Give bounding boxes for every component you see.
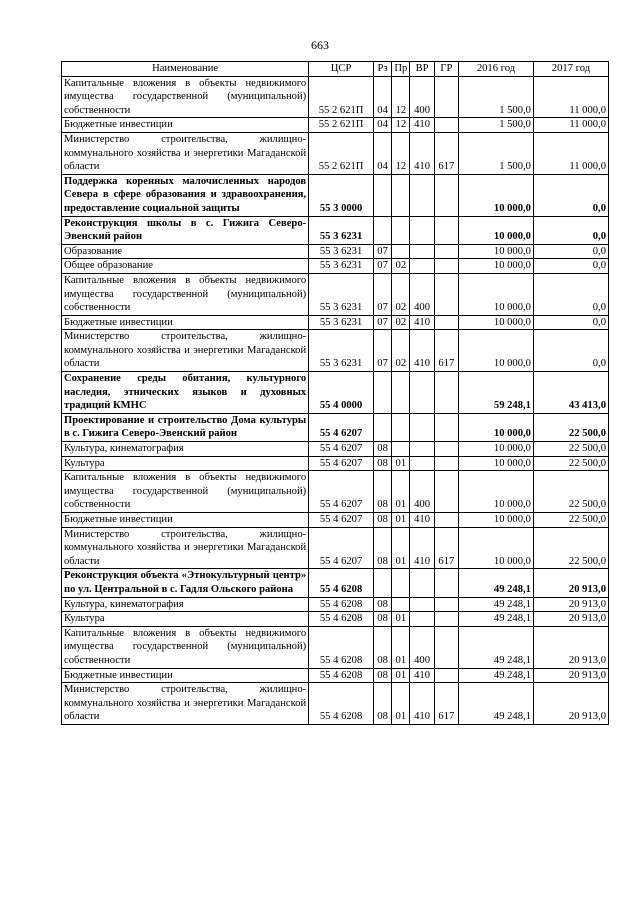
- row-gr: [434, 612, 458, 627]
- row-vr: [410, 244, 434, 259]
- table-row: [62, 569, 609, 597]
- table-row: [62, 413, 609, 441]
- row-pr: [392, 174, 410, 216]
- row-amount-2017: 11 000,0: [533, 118, 608, 133]
- row-vr: [410, 413, 434, 441]
- row-vr: 410: [410, 315, 434, 330]
- row-name: Министерство строительства, жилищно-коммунального хозяйства и энергетики Магаданской области: [62, 527, 309, 569]
- row-name: Капитальные вложения в объекты недвижимого имущества государственной (муниципальной) собственности: [62, 471, 309, 513]
- table-row: [62, 118, 609, 133]
- row-vr: 410: [410, 118, 434, 133]
- row-gr: 617: [434, 527, 458, 569]
- row-name: Образование: [62, 244, 309, 259]
- row-amount-2017: 0,0: [533, 216, 608, 244]
- row-rz: [373, 174, 391, 216]
- row-vr: 410: [410, 683, 434, 725]
- row-vr: 410: [410, 513, 434, 528]
- row-amount-2016: 10 000,0: [459, 330, 534, 372]
- table-row: [62, 174, 609, 216]
- header-rz: Рз: [373, 62, 391, 77]
- page-number: 663: [311, 38, 329, 52]
- row-pr: 01: [392, 456, 410, 471]
- row-amount-2016: 10 000,0: [459, 471, 534, 513]
- row-rz: 07: [373, 259, 391, 274]
- row-vr: [410, 597, 434, 612]
- row-amount-2016: 49 248,1: [459, 668, 534, 683]
- row-csr: 55 3 6231: [309, 216, 374, 244]
- row-csr: 55 3 6231: [309, 259, 374, 274]
- row-csr: 55 3 6231: [309, 244, 374, 259]
- row-csr: 55 2 621П: [309, 76, 374, 118]
- row-amount-2016: 10 000,0: [459, 456, 534, 471]
- row-rz: [373, 216, 391, 244]
- row-name: Реконструкция объекта «Этнокультурный центр» по ул. Центральной в с. Гадля Ольского района: [62, 569, 309, 597]
- table-body: [62, 76, 609, 724]
- row-rz: 04: [373, 76, 391, 118]
- row-gr: [434, 569, 458, 597]
- row-rz: 08: [373, 442, 391, 457]
- table-row: [62, 372, 609, 414]
- row-name: Бюджетные инвестиции: [62, 315, 309, 330]
- table-row: [62, 442, 609, 457]
- row-vr: [410, 456, 434, 471]
- table-row: [62, 513, 609, 528]
- row-amount-2017: 20 913,0: [533, 597, 608, 612]
- row-pr: 02: [392, 273, 410, 315]
- row-amount-2017: 20 913,0: [533, 626, 608, 668]
- row-csr: 55 4 6208: [309, 612, 374, 627]
- row-rz: [373, 413, 391, 441]
- row-rz: 08: [373, 597, 391, 612]
- row-vr: 410: [410, 132, 434, 174]
- row-name: Реконструкция школы в с. Гижига Северо-Эвенский район: [62, 216, 309, 244]
- row-gr: [434, 244, 458, 259]
- row-amount-2017: 20 913,0: [533, 612, 608, 627]
- row-amount-2016: 10 000,0: [459, 527, 534, 569]
- row-amount-2016: 10 000,0: [459, 174, 534, 216]
- row-gr: [434, 216, 458, 244]
- row-amount-2017: 0,0: [533, 244, 608, 259]
- row-csr: 55 4 0000: [309, 372, 374, 414]
- table-row: [62, 612, 609, 627]
- row-amount-2016: 49 248,1: [459, 612, 534, 627]
- header-2017: 2017 год: [533, 62, 608, 77]
- table-row: [62, 273, 609, 315]
- row-csr: 55 4 6208: [309, 683, 374, 725]
- row-amount-2016: 10 000,0: [459, 216, 534, 244]
- row-vr: [410, 216, 434, 244]
- row-rz: 08: [373, 471, 391, 513]
- row-name: Министерство строительства, жилищно-коммунального хозяйства и энергетики Магаданской области: [62, 330, 309, 372]
- row-rz: 04: [373, 132, 391, 174]
- row-name: Министерство строительства, жилищно-коммунального хозяйства и энергетики Магаданской области: [62, 683, 309, 725]
- row-amount-2017: 22 500,0: [533, 513, 608, 528]
- row-vr: [410, 569, 434, 597]
- row-pr: 02: [392, 330, 410, 372]
- row-amount-2017: 0,0: [533, 315, 608, 330]
- table-row: [62, 668, 609, 683]
- row-gr: [434, 273, 458, 315]
- row-name: Капитальные вложения в объекты недвижимого имущества государственной (муниципальной) собственности: [62, 626, 309, 668]
- row-rz: 04: [373, 118, 391, 133]
- row-csr: 55 3 0000: [309, 174, 374, 216]
- row-gr: [434, 513, 458, 528]
- row-csr: 55 4 6207: [309, 513, 374, 528]
- table-row: [62, 244, 609, 259]
- row-gr: 617: [434, 330, 458, 372]
- row-vr: 400: [410, 626, 434, 668]
- row-vr: [410, 174, 434, 216]
- row-amount-2017: 22 500,0: [533, 527, 608, 569]
- row-amount-2017: 11 000,0: [533, 76, 608, 118]
- row-gr: [434, 118, 458, 133]
- row-name: Поддержка коренных малочисленных народов Севера в сфере образования и здравоохранения, предоставление социальной защиты: [62, 174, 309, 216]
- row-amount-2016: 59 248,1: [459, 372, 534, 414]
- row-csr: 55 4 6207: [309, 527, 374, 569]
- row-pr: [392, 216, 410, 244]
- row-amount-2017: 0,0: [533, 273, 608, 315]
- row-gr: [434, 315, 458, 330]
- row-gr: [434, 626, 458, 668]
- row-pr: 01: [392, 513, 410, 528]
- row-amount-2017: 0,0: [533, 259, 608, 274]
- row-csr: 55 4 6208: [309, 626, 374, 668]
- row-pr: [392, 413, 410, 441]
- row-csr: 55 3 6231: [309, 315, 374, 330]
- table-row: [62, 626, 609, 668]
- row-pr: 02: [392, 315, 410, 330]
- row-amount-2016: 10 000,0: [459, 315, 534, 330]
- row-amount-2017: 43 413,0: [533, 372, 608, 414]
- row-amount-2016: 49 248,1: [459, 683, 534, 725]
- row-name: Культура, кинематография: [62, 442, 309, 457]
- row-amount-2017: 22 500,0: [533, 442, 608, 457]
- row-name: Бюджетные инвестиции: [62, 668, 309, 683]
- row-pr: 12: [392, 76, 410, 118]
- table-row: [62, 471, 609, 513]
- header-pr: Пр: [392, 62, 410, 77]
- row-amount-2016: 1 500,0: [459, 76, 534, 118]
- row-vr: [410, 612, 434, 627]
- row-pr: 12: [392, 118, 410, 133]
- row-rz: 07: [373, 244, 391, 259]
- row-amount-2016: 1 500,0: [459, 132, 534, 174]
- row-csr: 55 4 6208: [309, 597, 374, 612]
- row-gr: [434, 372, 458, 414]
- row-pr: [392, 442, 410, 457]
- row-vr: 400: [410, 273, 434, 315]
- table-header-row: [62, 62, 609, 77]
- row-name: Бюджетные инвестиции: [62, 513, 309, 528]
- row-name: Культура: [62, 612, 309, 627]
- row-vr: [410, 442, 434, 457]
- header-name: Наименование: [62, 62, 309, 77]
- row-rz: 08: [373, 626, 391, 668]
- table-row: [62, 315, 609, 330]
- row-gr: [434, 456, 458, 471]
- row-amount-2016: 10 000,0: [459, 259, 534, 274]
- row-csr: 55 4 6207: [309, 456, 374, 471]
- row-amount-2016: 10 000,0: [459, 513, 534, 528]
- row-rz: 08: [373, 668, 391, 683]
- row-gr: [434, 413, 458, 441]
- row-amount-2016: 1 500,0: [459, 118, 534, 133]
- row-vr: [410, 259, 434, 274]
- row-rz: [373, 372, 391, 414]
- row-name: Культура: [62, 456, 309, 471]
- row-amount-2017: 22 500,0: [533, 456, 608, 471]
- table-row: [62, 597, 609, 612]
- row-vr: 410: [410, 668, 434, 683]
- row-pr: 01: [392, 626, 410, 668]
- table-row: [62, 330, 609, 372]
- row-rz: 07: [373, 330, 391, 372]
- row-csr: 55 3 6231: [309, 273, 374, 315]
- row-gr: 617: [434, 132, 458, 174]
- row-rz: 08: [373, 527, 391, 569]
- row-csr: 55 4 6208: [309, 668, 374, 683]
- row-amount-2016: 10 000,0: [459, 442, 534, 457]
- row-amount-2016: 49 248,1: [459, 597, 534, 612]
- row-pr: 02: [392, 259, 410, 274]
- row-gr: 617: [434, 683, 458, 725]
- row-gr: [434, 597, 458, 612]
- row-rz: 07: [373, 273, 391, 315]
- row-pr: [392, 372, 410, 414]
- table-row: [62, 76, 609, 118]
- row-rz: 08: [373, 513, 391, 528]
- row-vr: 410: [410, 527, 434, 569]
- header-2016: 2016 год: [459, 62, 534, 77]
- row-pr: [392, 244, 410, 259]
- header-csr: ЦСР: [309, 62, 374, 77]
- row-rz: 08: [373, 683, 391, 725]
- row-rz: 07: [373, 315, 391, 330]
- row-amount-2017: 20 913,0: [533, 668, 608, 683]
- table-row: [62, 216, 609, 244]
- table-row: [62, 527, 609, 569]
- row-rz: 08: [373, 612, 391, 627]
- row-csr: 55 3 6231: [309, 330, 374, 372]
- row-name: Общее образование: [62, 259, 309, 274]
- table-row: [62, 259, 609, 274]
- row-pr: [392, 569, 410, 597]
- row-amount-2017: 20 913,0: [533, 683, 608, 725]
- row-pr: 01: [392, 683, 410, 725]
- row-csr: 55 4 6207: [309, 413, 374, 441]
- row-name: Культура, кинематография: [62, 597, 309, 612]
- row-rz: [373, 569, 391, 597]
- row-amount-2017: 22 500,0: [533, 413, 608, 441]
- row-amount-2016: 10 000,0: [459, 413, 534, 441]
- row-amount-2016: 49 248,1: [459, 569, 534, 597]
- row-pr: 01: [392, 668, 410, 683]
- header-vr: ВР: [410, 62, 434, 77]
- budget-table: [61, 61, 609, 725]
- table-row: [62, 132, 609, 174]
- row-amount-2017: 0,0: [533, 174, 608, 216]
- row-vr: 400: [410, 76, 434, 118]
- table-row: [62, 683, 609, 725]
- row-rz: 08: [373, 456, 391, 471]
- row-pr: 01: [392, 471, 410, 513]
- row-csr: 55 2 621П: [309, 132, 374, 174]
- row-name: Капитальные вложения в объекты недвижимого имущества государственной (муниципальной) собственности: [62, 273, 309, 315]
- header-gr: ГР: [434, 62, 458, 77]
- row-name: Капитальные вложения в объекты недвижимого имущества государственной (муниципальной) собственности: [62, 76, 309, 118]
- row-name: Министерство строительства, жилищно-коммунального хозяйства и энергетики Магаданской области: [62, 132, 309, 174]
- row-amount-2017: 11 000,0: [533, 132, 608, 174]
- row-name: Бюджетные инвестиции: [62, 118, 309, 133]
- row-name: Проектирование и строительство Дома культуры в с. Гижига Северо-Эвенский район: [62, 413, 309, 441]
- row-gr: [434, 471, 458, 513]
- row-pr: [392, 597, 410, 612]
- row-csr: 55 4 6207: [309, 442, 374, 457]
- row-pr: 12: [392, 132, 410, 174]
- table-row: [62, 456, 609, 471]
- row-gr: [434, 174, 458, 216]
- row-amount-2017: 22 500,0: [533, 471, 608, 513]
- row-csr: 55 4 6207: [309, 471, 374, 513]
- row-vr: 410: [410, 330, 434, 372]
- row-amount-2016: 49 248,1: [459, 626, 534, 668]
- row-gr: [434, 668, 458, 683]
- row-amount-2017: 0,0: [533, 330, 608, 372]
- row-gr: [434, 259, 458, 274]
- row-amount-2017: 20 913,0: [533, 569, 608, 597]
- row-amount-2016: 10 000,0: [459, 273, 534, 315]
- row-pr: 01: [392, 612, 410, 627]
- row-amount-2016: 10 000,0: [459, 244, 534, 259]
- row-vr: 400: [410, 471, 434, 513]
- row-gr: [434, 442, 458, 457]
- row-gr: [434, 76, 458, 118]
- row-vr: [410, 372, 434, 414]
- row-pr: 01: [392, 527, 410, 569]
- row-csr: 55 4 6208: [309, 569, 374, 597]
- row-name: Сохранение среды обитания, культурного наследия, этнических языков и духовных традиций КМНС: [62, 372, 309, 414]
- row-csr: 55 2 621П: [309, 118, 374, 133]
